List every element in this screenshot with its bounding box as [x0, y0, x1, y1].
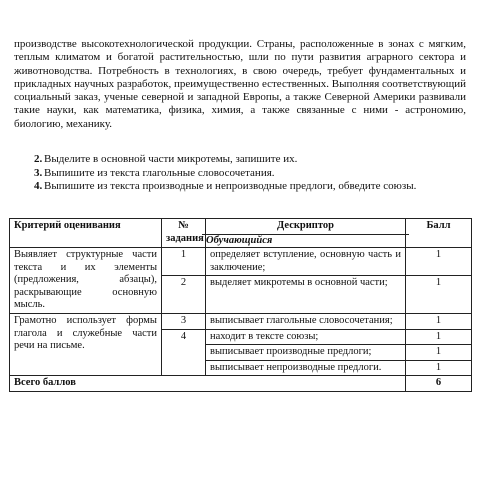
descriptor-cell: определяет вступление, основную часть и заключение; — [206, 248, 406, 276]
score-cell: 1 — [406, 248, 472, 276]
descriptor-cell: выделяет микротемы в основной части; — [206, 276, 406, 314]
task-number-cell: 3 — [162, 314, 206, 330]
score-cell: 1 — [406, 276, 472, 314]
table-row — [10, 248, 472, 276]
descriptor-cell: находит в тексте союзы; — [206, 329, 406, 345]
body-paragraph: производстве высокотехнологической продукции. Страны, расположенные в зонах с мягким, теплым климатом и богатой растительностью, шли по пути развития аграрного сектора и животноводства. Потребность в технологиях, в свою очередь, требует фундаментальных и прикладных научных разработок, преимущественно естественных. Выполняя соответствующий социальный заказ, ученые северной и западной Европы, а также Северной Америки развивали такие науки, как математика, физика, химия, а также связанные с ними - астрономию, биологию, механику. — [14, 38, 466, 130]
descriptor-cell: выписывает непроизводные предлоги. — [206, 360, 406, 376]
score-cell: 1 — [406, 345, 472, 361]
header-criterion: Критерий оценивания — [10, 219, 162, 248]
header-score: Балл — [406, 219, 472, 248]
task-number-cell: 4 — [162, 329, 206, 376]
assessment-table — [9, 218, 472, 392]
task-item: 4. Выпишите из текста производные и непроизводные предлоги, обведите союзы. — [34, 180, 417, 192]
table-header-row — [10, 219, 472, 248]
task-number-cell: 2 — [162, 276, 206, 314]
criterion-cell: Грамотно использует формы глагола и служебные части речи на письме. — [10, 314, 162, 376]
table-row — [10, 314, 472, 330]
header-descriptor: Дескриптор Обучающийся — [206, 219, 406, 248]
score-cell: 1 — [406, 360, 472, 376]
task-list — [14, 153, 466, 194]
score-cell: 1 — [406, 329, 472, 345]
header-descriptor-sub: Обучающийся — [202, 234, 409, 248]
score-cell: 1 — [406, 314, 472, 330]
descriptor-cell: выписывает глагольные словосочетания; — [206, 314, 406, 330]
table-total-row — [10, 376, 472, 392]
criterion-cell: Выявляет структурные части текста и их элементы (предложения, абзацы), раскрывающие основную мысль. — [10, 248, 162, 314]
descriptor-cell: выписывает производные предлоги; — [206, 345, 406, 361]
task-item: 2. Выделите в основной части микротемы, запишите их. — [34, 153, 298, 165]
task-number-cell: 1 — [162, 248, 206, 276]
total-value: 6 — [406, 376, 472, 392]
header-task-number: № задания — [162, 219, 206, 248]
task-item: 3. Выпишите из текста глагольные словосочетания. — [34, 166, 275, 179]
total-label: Всего баллов — [10, 376, 406, 392]
